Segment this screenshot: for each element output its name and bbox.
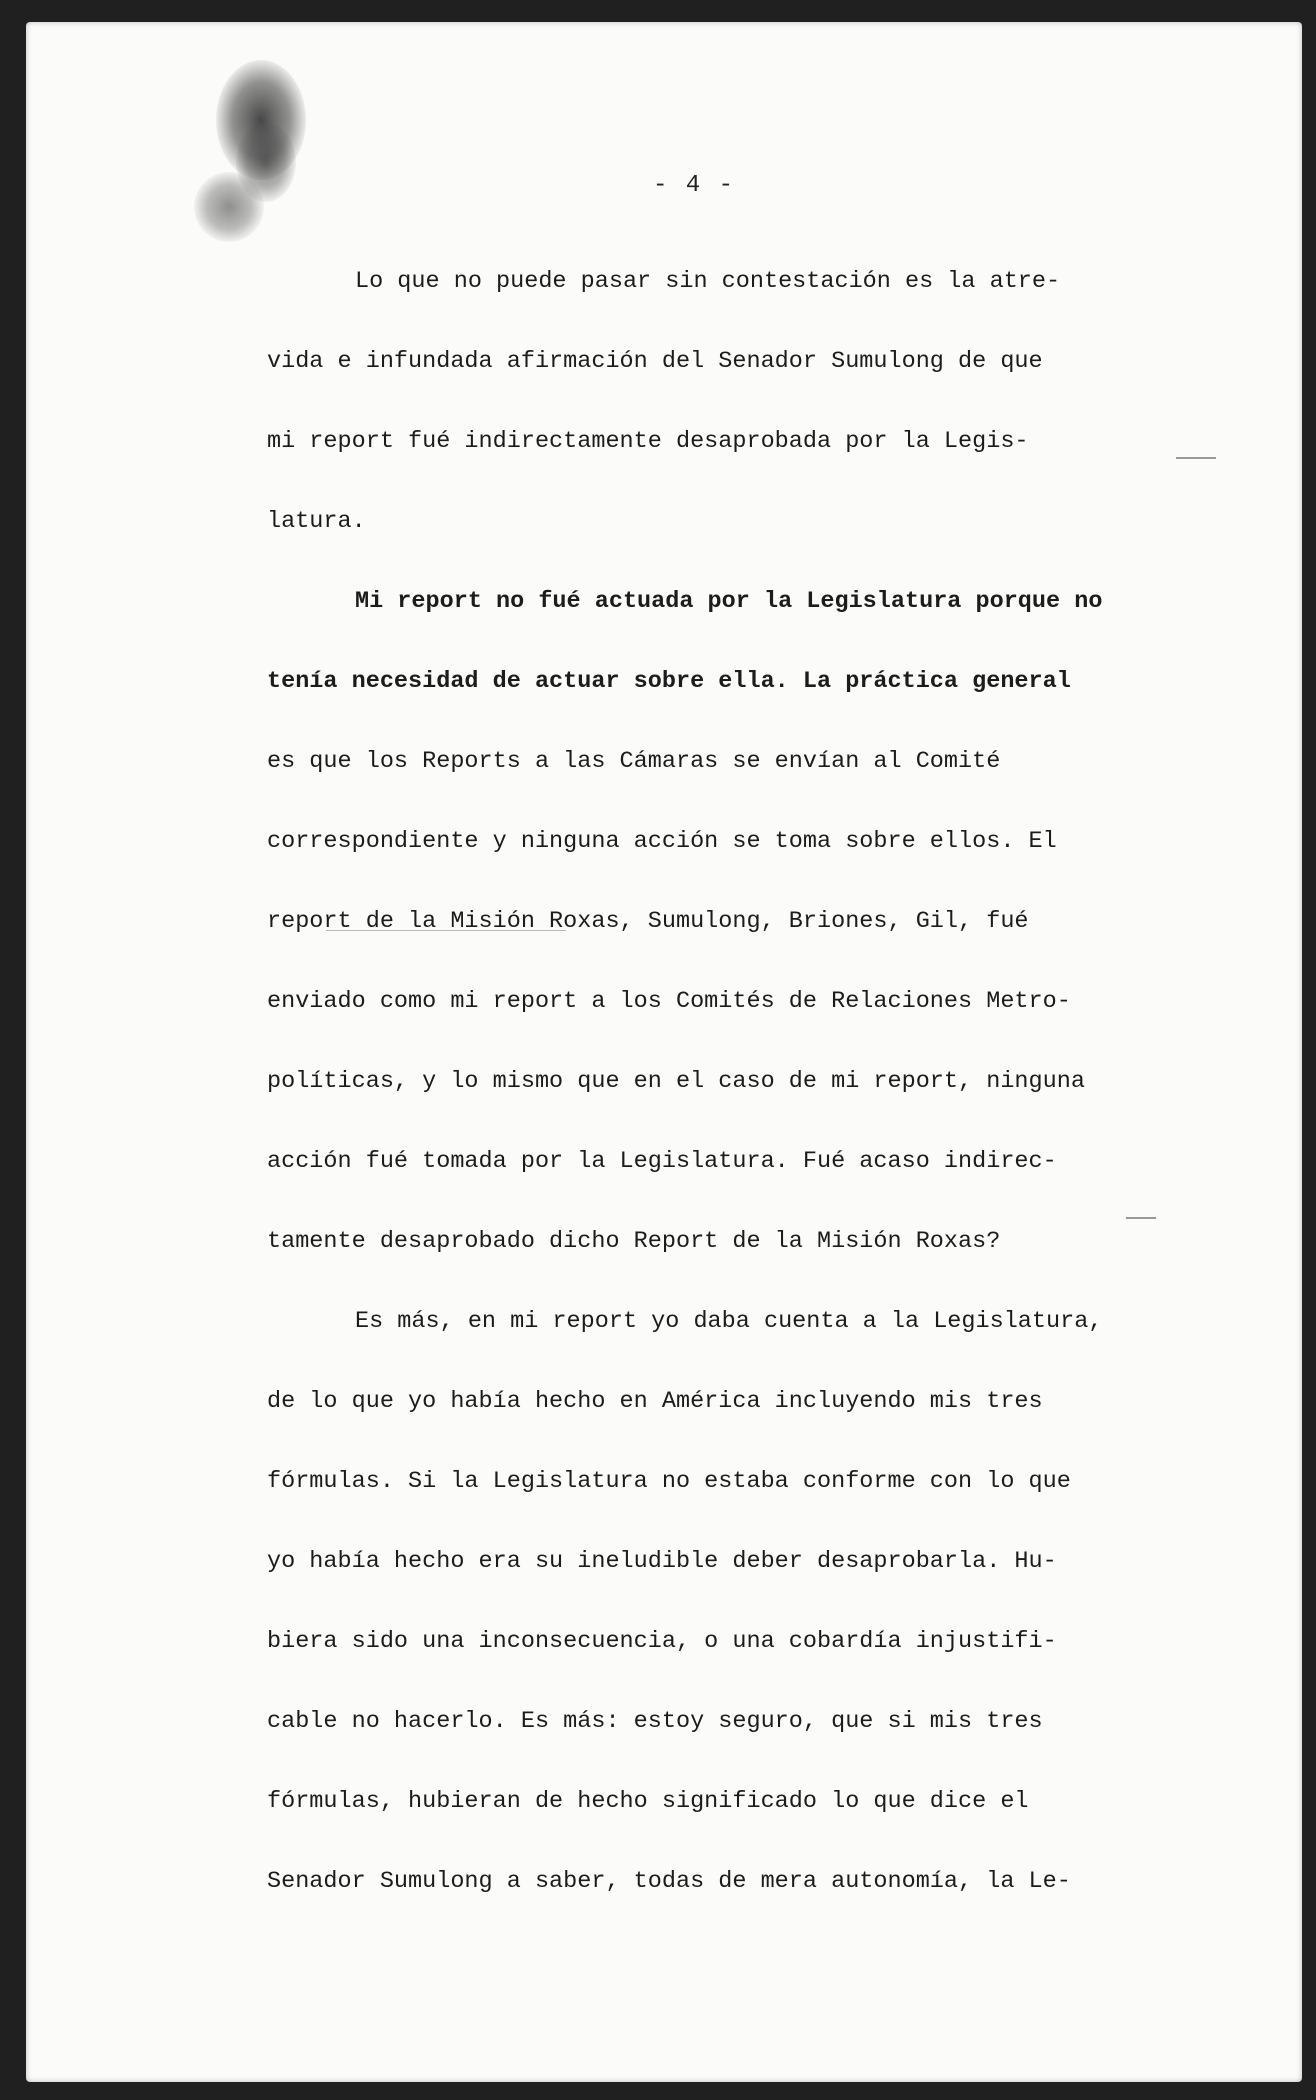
text-line: tenía necesidad de actuar sobre ella. La práctica general [267,668,1071,695]
text-line: políticas, y lo mismo que en el caso de mi report, ninguna [267,1068,1085,1095]
paper-sheet [26,22,1302,2082]
text-line: Es más, en mi report yo daba cuenta a la Legislatura, [355,1308,1103,1335]
text-line: fórmulas. Si la Legislatura no estaba conforme con lo que [267,1468,1071,1495]
text-line: acción fué tomada por la Legislatura. Fué acaso indirec- [267,1148,1057,1175]
text-line: biera sido una inconsecuencia, o una cobardía injustifi- [267,1628,1057,1655]
text-line: latura. [267,508,366,535]
text-line: de lo que yo había hecho en América incluyendo mis tres [267,1388,1043,1415]
text-line: mi report fué indirectamente desaprobada por la Legis- [267,428,1029,455]
text-line: Senador Sumulong a saber, todas de mera autonomía, la Le- [267,1868,1071,1895]
body-text [267,242,1227,1922]
text-line: cable no hacerlo. Es más: estoy seguro, que si mis tres [267,1708,1043,1735]
page-number: - 4 - [652,172,735,199]
text-line: Mi report no fué actuada por la Legislatura porque no [355,588,1103,615]
text-line: tamente desaprobado dicho Report de la Misión Roxas? [267,1228,1001,1255]
text-line: vida e infundada afirmación del Senador Sumulong de que [267,348,1043,375]
text-line: fórmulas, hubieran de hecho significado lo que dice el [267,1788,1029,1815]
text-line: enviado como mi report a los Comités de Relaciones Metro- [267,988,1071,1015]
text-line: es que los Reports a las Cámaras se envían al Comité [267,748,1001,775]
text-line: correspondiente y ninguna acción se toma sobre ellos. El [267,828,1057,855]
text-line: Lo que no puede pasar sin contestación es la atre- [355,268,1061,295]
text-line: yo había hecho era su ineludible deber desaprobarla. Hu- [267,1548,1057,1575]
text-line: report de la Misión Roxas, Sumulong, Briones, Gil, fué [267,908,1029,935]
